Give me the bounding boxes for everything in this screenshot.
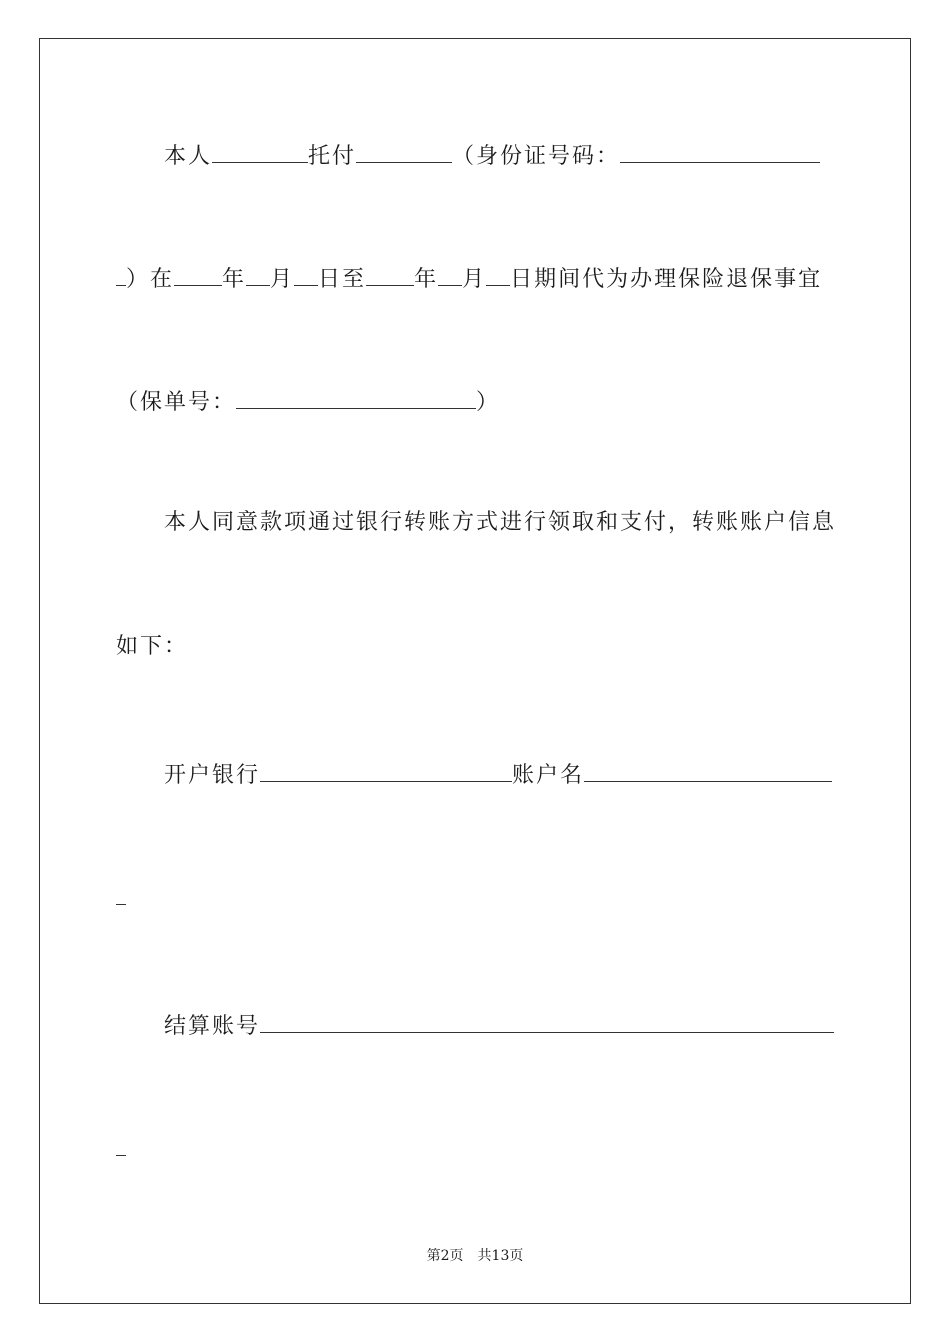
id-number-label: （身份证号码：: [452, 144, 621, 169]
end-year-label: 年: [414, 267, 439, 292]
start-day-label: 日至: [318, 267, 367, 292]
bank-blank[interactable]: [260, 757, 512, 782]
end-month-label: 月: [462, 267, 487, 292]
purpose-text: 日期间代为办理保险退保事宜: [510, 267, 823, 292]
page-frame: [39, 38, 911, 1304]
principal-name-blank[interactable]: [212, 138, 308, 163]
authorization-line-3: [116, 384, 836, 418]
start-year-blank[interactable]: [174, 261, 222, 286]
start-year-label: 年: [222, 267, 247, 292]
bank-line: [164, 757, 836, 791]
page-footer: [0, 1246, 950, 1266]
consent-line-2: 如下：: [116, 634, 189, 659]
account-name-blank-continued[interactable]: [116, 904, 126, 905]
settlement-account-blank[interactable]: [260, 1008, 834, 1033]
end-day-blank[interactable]: [486, 261, 510, 286]
settlement-account-blank-continued[interactable]: [116, 1155, 126, 1156]
entrust-text: 托付: [308, 144, 357, 169]
consent-line-1: 本人同意款项通过银行转账方式进行领取和支付，转账账户信息: [164, 510, 837, 535]
id-number-blank-continued[interactable]: [116, 261, 126, 286]
id-number-blank[interactable]: [620, 138, 820, 163]
settlement-account-label: 结算账号: [164, 1014, 261, 1039]
authorization-line-1: [164, 138, 836, 172]
agent-name-blank[interactable]: [356, 138, 452, 163]
authorization-line-2: [116, 261, 836, 295]
page-total: 共13页: [477, 1248, 524, 1264]
account-name-blank[interactable]: [584, 757, 832, 782]
start-month-label: 月: [270, 267, 295, 292]
start-month-blank[interactable]: [246, 261, 270, 286]
policy-number-close: ）: [476, 390, 501, 415]
start-day-blank[interactable]: [294, 261, 318, 286]
end-month-blank[interactable]: [438, 261, 462, 286]
page-number: 第2页: [426, 1248, 464, 1264]
bank-label: 开户银行: [164, 763, 261, 788]
principal-text: 本人: [164, 144, 213, 169]
period-start-text: ）在: [126, 267, 175, 292]
account-line: [164, 1008, 836, 1042]
account-name-label: 账户名: [512, 763, 585, 788]
policy-number-blank[interactable]: [236, 384, 476, 409]
end-year-blank[interactable]: [366, 261, 414, 286]
policy-number-label: （保单号：: [116, 390, 237, 415]
